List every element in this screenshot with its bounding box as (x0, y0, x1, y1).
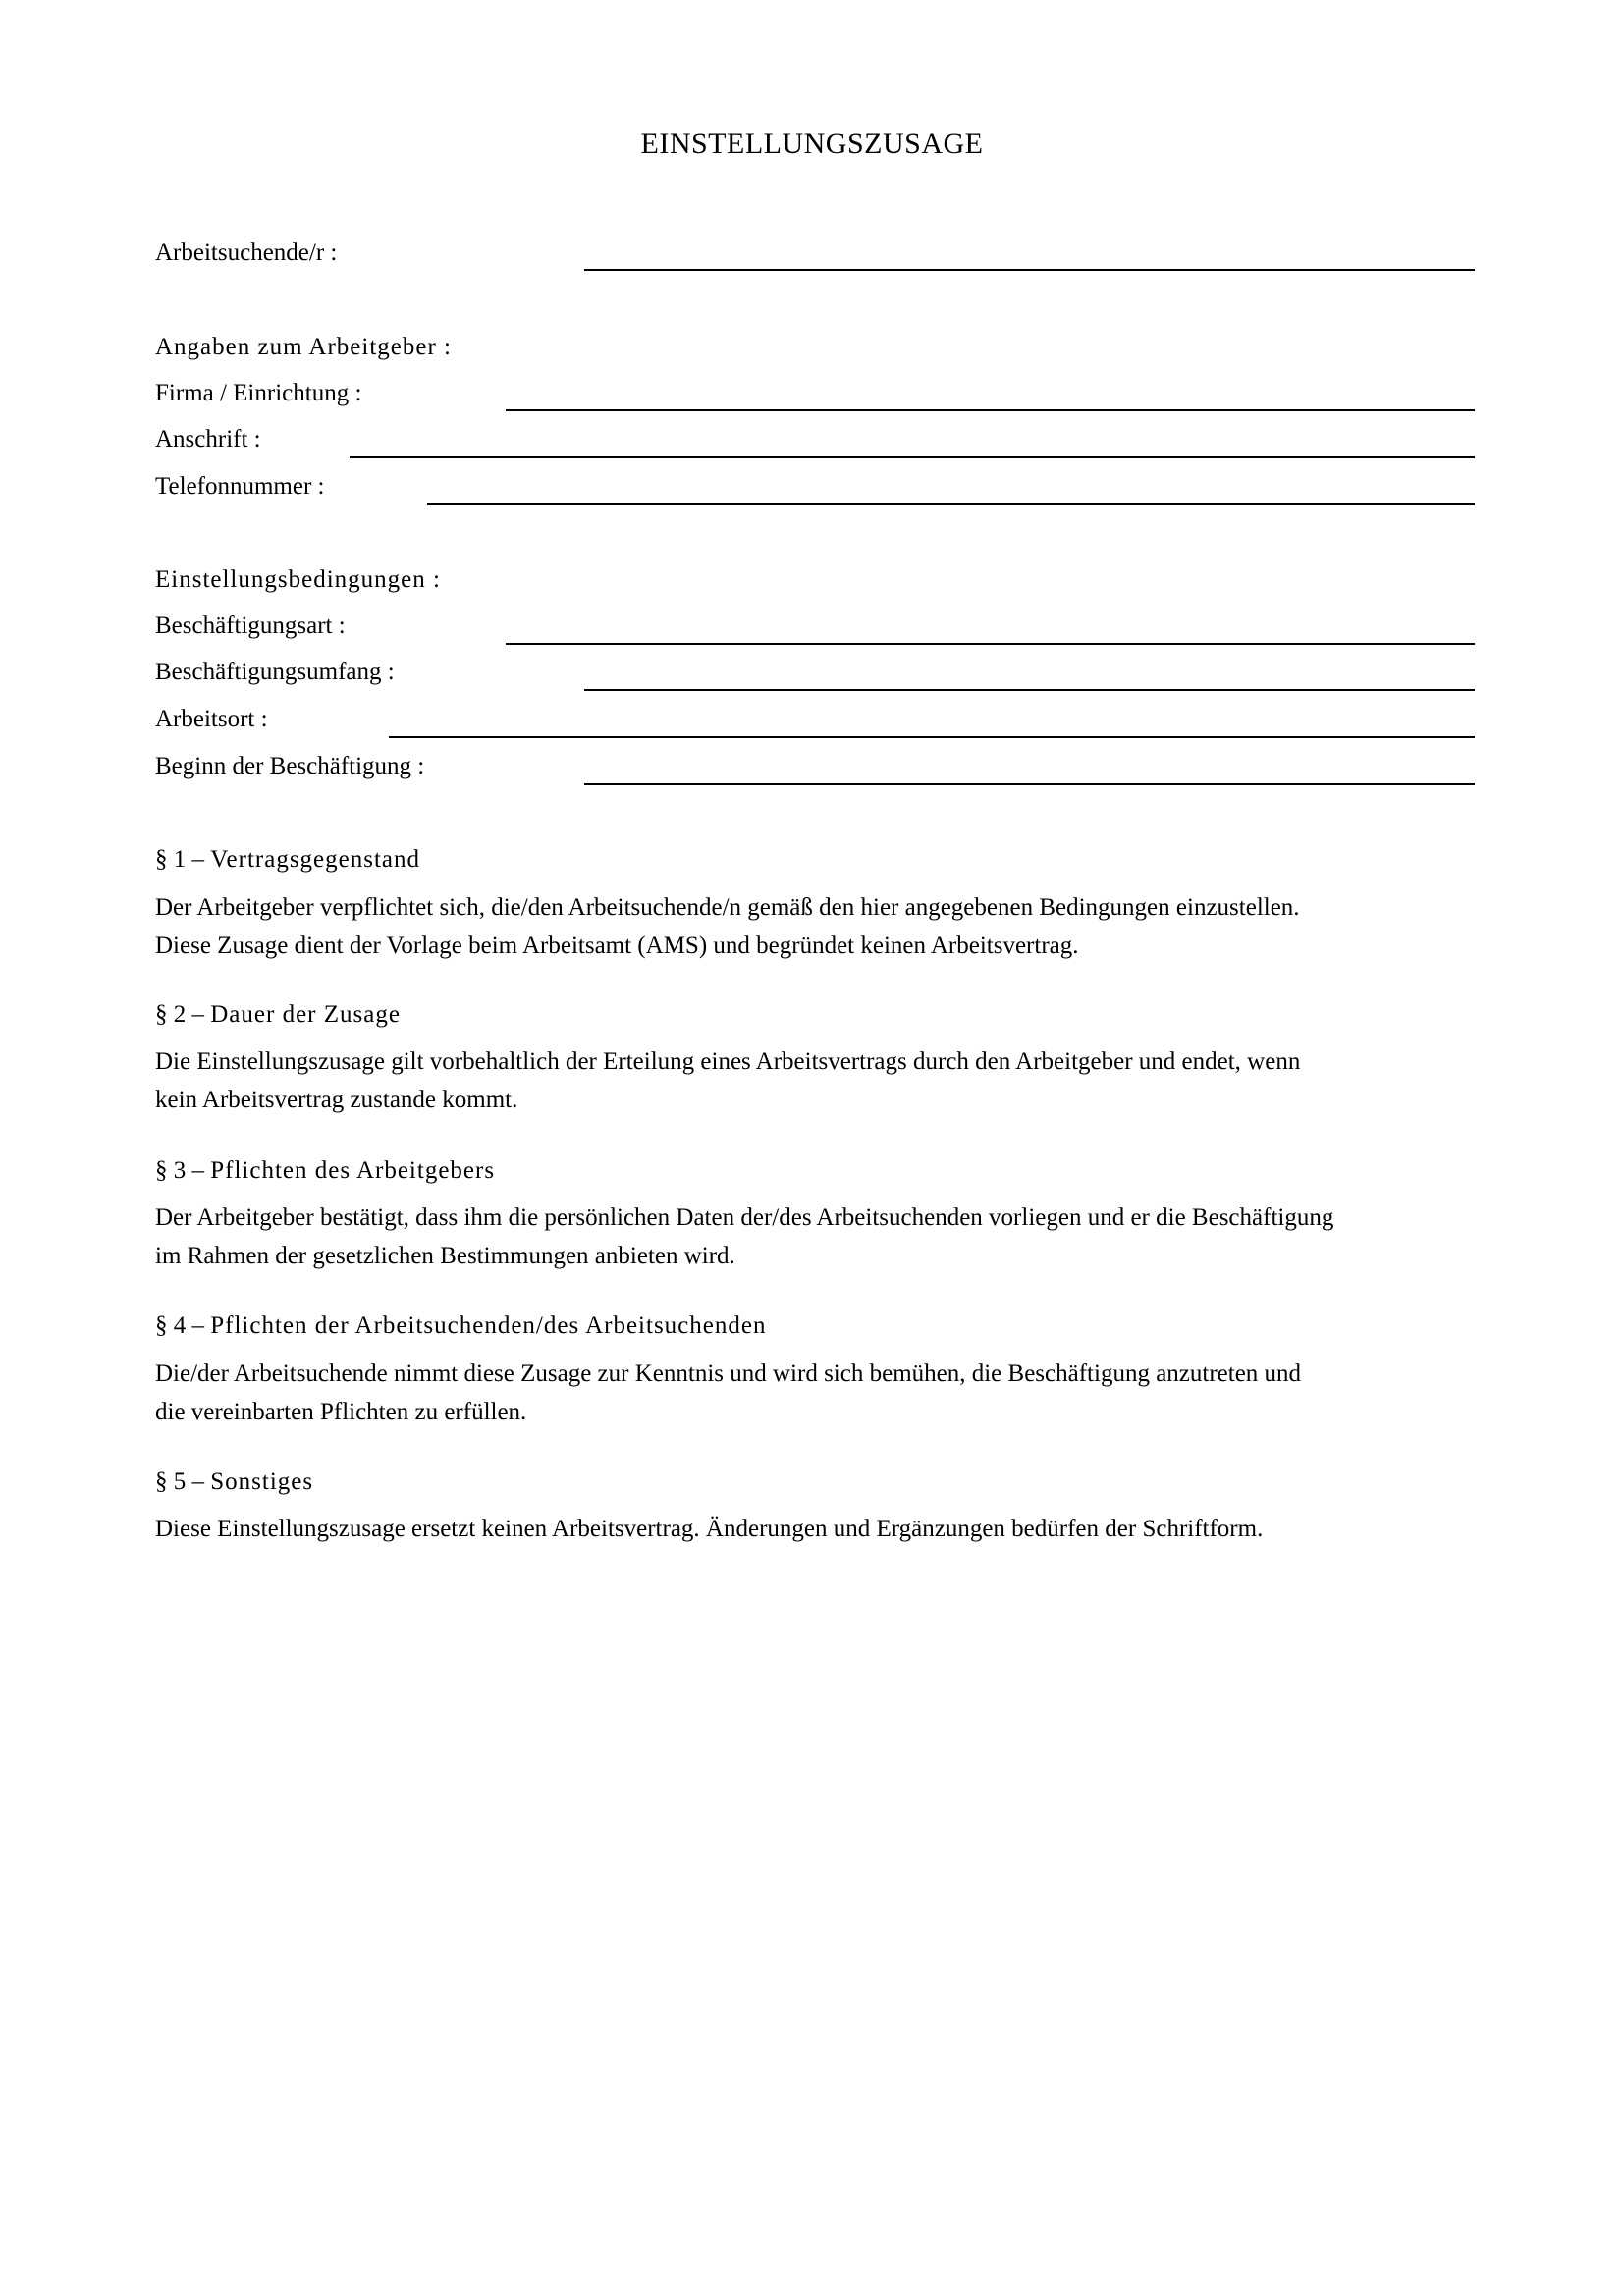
page-title: EINSTELLUNGSZUSAGE (640, 128, 984, 160)
employment-type-label: Beschäftigungsart : (155, 613, 346, 639)
employment-type-field[interactable] (506, 643, 1475, 645)
section-2-line: Die Einstellungszusage gilt vorbehaltlich der Erteilung eines Arbeitsvertrags durch den Arbeitgeber und endet, wenn (155, 1048, 1301, 1075)
section-4-heading (155, 1310, 766, 1342)
section-3-number: § 3 – (155, 1157, 204, 1184)
employment-scope-field[interactable] (584, 689, 1475, 691)
section-1-line: Diese Zusage dient der Vorlage beim Arbeitsamt (AMS) und begründet keinen Arbeitsvertrag. (155, 933, 1079, 959)
workplace-field[interactable] (389, 736, 1475, 738)
section-1-line: Der Arbeitgeber verpflichtet sich, die/den Arbeitsuchende/n gemäß den hier angegebenen Bedingungen einzustellen. (155, 894, 1300, 921)
phone-field[interactable] (427, 503, 1475, 505)
section-2-line: kein Arbeitsvertrag zustande kommt. (155, 1087, 518, 1113)
section-5-heading (155, 1467, 313, 1498)
section-2-title: Dauer der Zusage (210, 1001, 401, 1028)
section-4-line: die vereinbarten Pflichten zu erfüllen. (155, 1399, 527, 1425)
section-5-line: Diese Einstellungszusage ersetzt keinen Arbeitsvertrag. Änderungen und Ergänzungen bedürfen der Schriftform. (155, 1516, 1264, 1542)
section-5-title: Sonstiges (210, 1468, 314, 1495)
section-3-body (155, 1199, 1481, 1275)
workplace-label: Arbeitsort : (155, 706, 268, 732)
section-1-body (155, 888, 1481, 965)
section-3-line: Der Arbeitgeber bestätigt, dass ihm die persönlichen Daten der/des Arbeitsuchenden vorliegen und er die Beschäftigung (155, 1204, 1334, 1231)
section-2-number: § 2 – (155, 1001, 204, 1028)
section-3-title: Pflichten des Arbeitgebers (210, 1157, 496, 1184)
section-2-heading (155, 999, 401, 1031)
section-2-body (155, 1042, 1481, 1119)
company-label: Firma / Einrichtung : (155, 380, 362, 406)
section-3-line: im Rahmen der gesetzlichen Bestimmungen anbieten wird. (155, 1243, 735, 1269)
section-5-number: § 5 – (155, 1468, 204, 1495)
applicant-field[interactable] (584, 269, 1475, 271)
section-3-heading (155, 1155, 495, 1187)
section-4-line: Die/der Arbeitsuchende nimmt diese Zusage zur Kenntnis und wird sich bemühen, die Beschäftigung anzutreten und (155, 1361, 1302, 1387)
section-4-body (155, 1355, 1481, 1431)
employer-heading: Angaben zum Arbeitgeber : (155, 334, 452, 360)
start-date-label: Beginn der Beschäftigung : (155, 753, 425, 779)
section-1-title: Vertragsgegenstand (210, 846, 421, 873)
company-field[interactable] (506, 409, 1475, 411)
conditions-heading: Einstellungsbedingungen : (155, 566, 441, 593)
address-label: Anschrift : (155, 426, 261, 453)
section-4-number: § 4 – (155, 1312, 204, 1339)
phone-label: Telefonnummer : (155, 473, 325, 500)
section-1-heading (155, 844, 420, 876)
start-date-field[interactable] (584, 783, 1475, 785)
address-field[interactable] (350, 456, 1475, 458)
applicant-label: Arbeitsuchende/r : (155, 240, 338, 266)
section-4-title: Pflichten der Arbeitsuchenden/des Arbeitsuchenden (210, 1312, 767, 1339)
employment-scope-label: Beschäftigungsumfang : (155, 659, 395, 685)
section-5-body (155, 1510, 1481, 1548)
section-1-number: § 1 – (155, 846, 204, 873)
